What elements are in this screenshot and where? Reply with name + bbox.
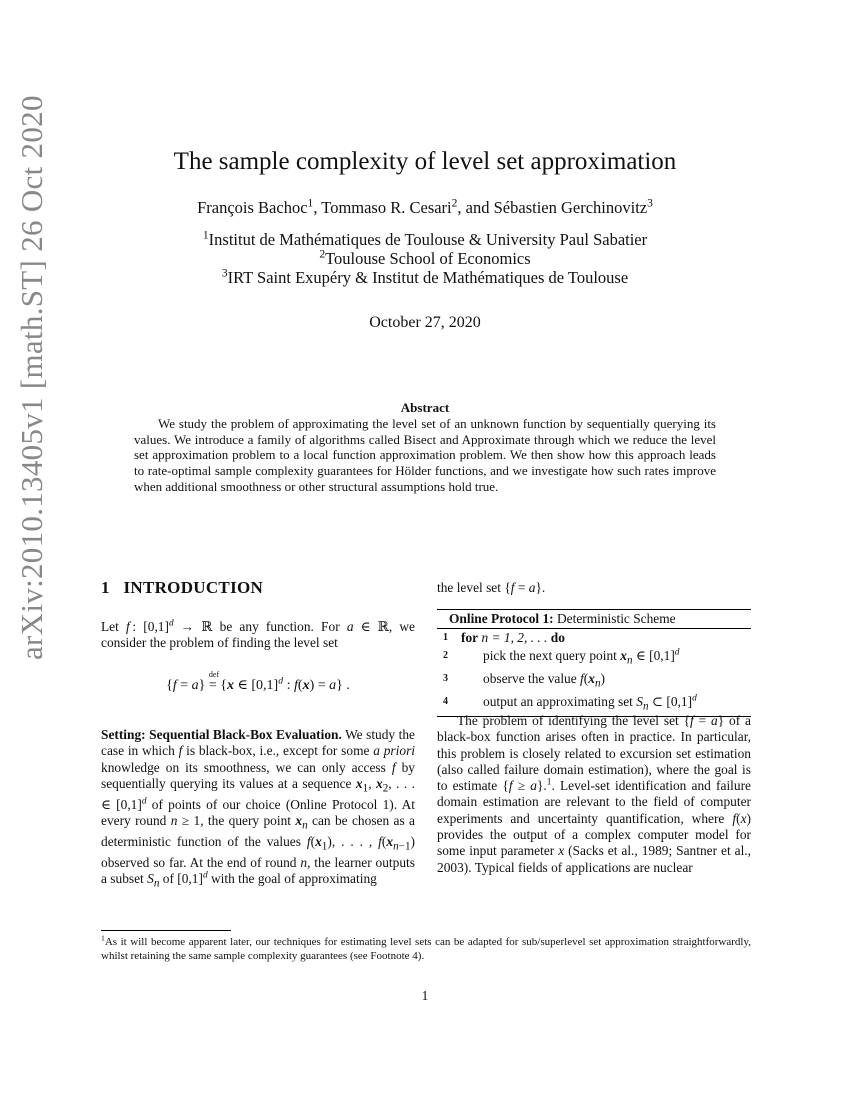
affiliation-mark: 2 bbox=[319, 248, 326, 261]
motivation-paragraph: The problem of identifying the level set {f = a} of a black-box function arises often in practice. In particular, this problem is closely related to excursion set estimation (also called failure domain estimation), where the goal is to estimate {f ≥ a}.$^1$. Level-set identification and failure domain estimation are relevant to the field of computer experiments and uncertainty quantification, where f(x) provides the output of a complex computer model for some input parameter x (Sacks et al., 1989; Santner et al., 2003). Typical fields of applications are nuclear bbox=[437, 713, 751, 875]
setting-paragraph: Setting: Sequential Black-Box Evaluation. We study the case in which f is black-box, i.e., except for some a priori knowledge on its smoothness, we can only access f by sequentially querying its values at a sequence $x_1$, $x_2$, . . . ∈ $[0,1]^d$ of points of our choice (Online Protocol 1). At every round n ≥ 1, the query point $x_n$ can be chosen as a deterministic function of the values $f(x_1)$, . . . , $f(x_{n-1})$ observed so far. At the end of round n, the learner outputs a subset $S_n$ of $[0,1]^d$ with the goal of approximating bbox=[101, 727, 416, 891]
protocol-line: 1 for n = 1, 2, . . . do bbox=[443, 630, 565, 645]
affiliation-mark: 3 bbox=[221, 267, 228, 280]
protocol-line: 4 output an approximating set $S_n$ ⊂ $[0,1]^d$ bbox=[443, 693, 697, 713]
author-separator: , bbox=[313, 198, 322, 217]
affiliation bbox=[0, 268, 850, 288]
author-name: Sébastien Gerchinovitz bbox=[493, 198, 648, 217]
level-set-equation: {f = a} def = {x ∈ $[0,1]^d$ : f(x) = a} . bbox=[166, 670, 350, 693]
affiliation-text: Institut de Mathématiques de Toulouse & University Paul Sabatier bbox=[208, 230, 648, 249]
footnote-ref: 1 bbox=[546, 777, 552, 788]
paper-title: The sample complexity of level set approximation bbox=[173, 148, 677, 175]
abstract-body: We study the problem of approximating the level set of an unknown function by sequentially querying its values. We introduce a family of algorithms called Bisect and Approximate through which we reduce the level set approximation problem to a local function approximation problem. We then show how this approach leads to rate-optimal sample complexity guarantees for Hölder functions, and we investigate how such rates improve when additional smoothness or other structural assumptions hold true. bbox=[134, 416, 716, 494]
affiliation-mark: 1 bbox=[202, 229, 209, 242]
footnote-rule bbox=[101, 930, 231, 931]
intro-paragraph: Let f : $[0,1]^d$ → ℝ be any function. For a ∈ ℝ, we consider the problem of finding the level set bbox=[101, 618, 415, 651]
arxiv-identifier: arXiv:2010.13405v1 [math.ST] 26 Oct 2020 bbox=[14, 95, 49, 660]
author-affil-mark: 1 bbox=[307, 197, 314, 210]
section-title: INTRODUCTION bbox=[123, 578, 264, 597]
footnote bbox=[101, 933, 751, 963]
footnote-text: As it will become apparent later, our techniques for estimating level sets can be adapted for sub/superlevel set approximation straightforwardly, whilst retaining the same sample complexity guarantees (see Footnote 4). bbox=[101, 936, 751, 962]
author-affil-mark: 2 bbox=[451, 197, 458, 210]
online-protocol-box bbox=[437, 609, 751, 717]
author-name: François Bachoc bbox=[197, 198, 308, 217]
section-heading bbox=[101, 578, 263, 598]
protocol-title: Online Protocol 1: Deterministic Scheme bbox=[437, 610, 751, 629]
affiliation bbox=[0, 230, 850, 250]
author-conjunction: and bbox=[465, 198, 494, 217]
publication-date: October 27, 2020 bbox=[369, 314, 481, 331]
author-list bbox=[0, 198, 850, 218]
footnote-mark: 1 bbox=[101, 933, 105, 943]
author-affil-mark: 3 bbox=[647, 197, 653, 210]
author-name: Tommaso R. Cesari bbox=[321, 198, 452, 217]
affiliation-text: Toulouse School of Economics bbox=[325, 249, 531, 268]
abstract-heading: Abstract bbox=[400, 400, 450, 415]
protocol-line: 3 observe the value $f(x_n)$ bbox=[443, 670, 605, 690]
page-number: 1 bbox=[421, 988, 429, 1003]
author-separator: , bbox=[457, 198, 466, 217]
setting-heading: Setting: Sequential Black-Box Evaluation. bbox=[101, 727, 342, 742]
right-column-top: the level set {f = a}. bbox=[437, 580, 546, 595]
affiliation bbox=[0, 249, 850, 269]
protocol-line: 2 pick the next query point $x_n$ ∈ $[0,1]^d$ bbox=[443, 647, 680, 667]
affiliation-text: IRT Saint Exupéry & Institut de Mathématiques de Toulouse bbox=[227, 268, 629, 287]
section-number: 1 bbox=[101, 578, 110, 597]
